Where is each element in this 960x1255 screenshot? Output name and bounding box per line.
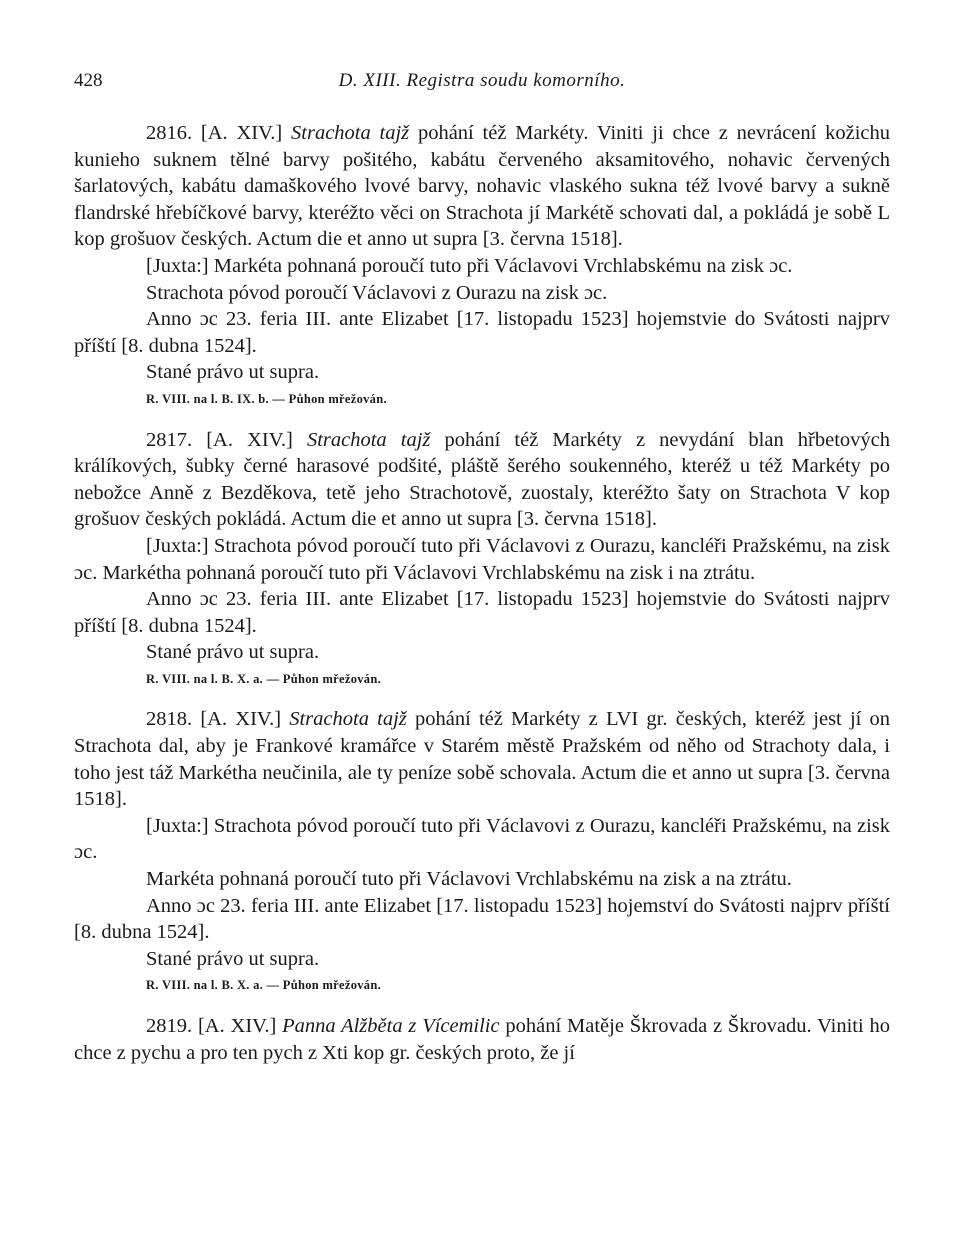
entry-source: [A. XIV.] — [200, 708, 282, 731]
term-line: Anno ɔc 23. feria III. ante Elizabet [17. listopadu 1523] hojemstvie do Svátosti najprv příští [8. dubna 1524]. — [74, 308, 890, 357]
entry-2818 — [74, 706, 890, 999]
entry-source: [A. XIV.] — [200, 122, 283, 144]
entry-source: [A. XIV.] — [206, 428, 293, 451]
ref-result: — Půhon mřežován. — [272, 391, 387, 406]
entry-number: 2818. — [146, 708, 193, 731]
entry-source: [A. XIV.] — [197, 1015, 277, 1037]
page-header — [74, 70, 890, 100]
entry-text — [74, 1013, 890, 1066]
entry-text — [74, 427, 890, 533]
entry-body: pohání též Markéty. Viniti ji chce z nevrácení kožichu kunieho suknem tělné barvy pošitého, kabátu červeného aksamitového, nohavic červených šarlatových, kabátu damaškového lvové barvy, nohavic vlaského sukna též lvové barvy a sukně flandrské hřebíčkové barvy, kteréžto věci on Strachota jí Markétě schovati dal, a pokládá je sobě L kop grošuov českých. Actum die et anno ut supra [3. června 1518]. — [74, 122, 891, 251]
note-line: Strachota póvod poroučí Václavovi z Ourazu na zisk ɔc. — [146, 281, 608, 304]
entry-number: 2816. — [146, 122, 193, 144]
term-line: Anno ɔc 23. feria III. ante Elizabet [17. listopadu 1523] hojemstvie do Svátosti najprv příští [8. dubna 1524]. — [74, 588, 890, 637]
juxta-label: [Juxta:] — [146, 534, 209, 557]
page-body — [74, 120, 890, 1066]
entry-parties: Strachota tajž — [291, 122, 410, 144]
verdict-line: Stané právo ut supra. — [146, 641, 320, 664]
running-title: D. XIII. Registra soudu komorního. — [338, 70, 626, 91]
ref-result: — Půhon mřežován. — [266, 671, 382, 686]
juxta-label: [Juxta:] — [146, 814, 209, 837]
entry-2816 — [74, 120, 890, 413]
register-reference — [74, 386, 890, 413]
juxta-text: Strachota póvod poroučí tuto při Václavovi z Ourazu, kancléři Pražskému, na zisk ɔc. Markétha pohnaná poroučí tuto při Václavovi Vrchlabskému na zisk i na ztrátu. — [74, 534, 890, 584]
page-number: 428 — [74, 70, 103, 91]
verdict-line: Stané právo ut supra. — [146, 361, 320, 384]
entry-parties: Strachota tajž — [289, 708, 407, 731]
entry-number: 2817. — [146, 428, 193, 451]
ref-main: R. VIII. na l. B. IX. b. — [146, 391, 269, 406]
entry-body: pohání též Markéty z nevydání blan hřbetových králíkových, šubky černé harasové podšité, pláště šerého soukenného, kteréž u též Markéty po nebožce Anně z Bezděkova, tetě jeho Strachotově, zuostaly, kteréžto šaty on Strachota V kop grošuov českých pokládá. Actum die et anno ut supra [3. června 1518]. — [74, 428, 891, 531]
entry-number: 2819. — [146, 1015, 193, 1037]
entry-body: pohání Matěje Škrovada z Škrovadu. Viniti ho chce z pychu a pro ten pych z Xti kop gr. českých proto, že jí — [74, 1015, 891, 1064]
ref-main: R. VIII. na l. B. X. a. — [146, 671, 264, 686]
juxta-text: Markéta pohnaná poroučí tuto při Václavovi Vrchlabskému na zisk ɔc. — [213, 254, 793, 277]
entry-2819 — [74, 1013, 890, 1066]
ref-result: — Půhon mřežován. — [266, 978, 382, 993]
entry-body: pohání též Markéty z LVI gr. českých, kteréž jest jí on Strachota dal, aby je Frankové kramářce v Starém městě Pražském od něho od Strachoty dala, i toho jest táž Markétha neučinila, ale ty peníze sobě schovala. Actum die et anno ut supra [3. června 1518]. — [74, 708, 891, 811]
entry-parties: Panna Alžběta z Vícemilic — [282, 1015, 500, 1037]
juxta-text: Strachota póvod poroučí tuto při Václavovi z Ourazu, kancléři Pražskému, na zisk ɔc. — [74, 814, 890, 864]
juxta-label: [Juxta:] — [146, 254, 209, 277]
juxta-note — [74, 813, 890, 866]
register-reference — [74, 972, 890, 999]
entry-text — [74, 120, 890, 253]
entry-text — [74, 706, 890, 812]
entry-parties: Strachota tajž — [306, 428, 431, 451]
juxta-note — [74, 253, 890, 280]
juxta-note — [74, 533, 890, 586]
entry-2817 — [74, 427, 890, 693]
register-reference — [74, 666, 890, 693]
ref-main: R. VIII. na l. B. X. a. — [146, 978, 264, 993]
note-line: Markéta pohnaná poroučí tuto při Václavovi Vrchlabskému na zisk a na ztrátu. — [146, 868, 792, 891]
term-line: Anno ɔc 23. feria III. ante Elizabet [17. listopadu 1523] hojemství do Svátosti najprv příští [8. dubna 1524]. — [74, 894, 890, 944]
verdict-line: Stané právo ut supra. — [146, 947, 320, 970]
